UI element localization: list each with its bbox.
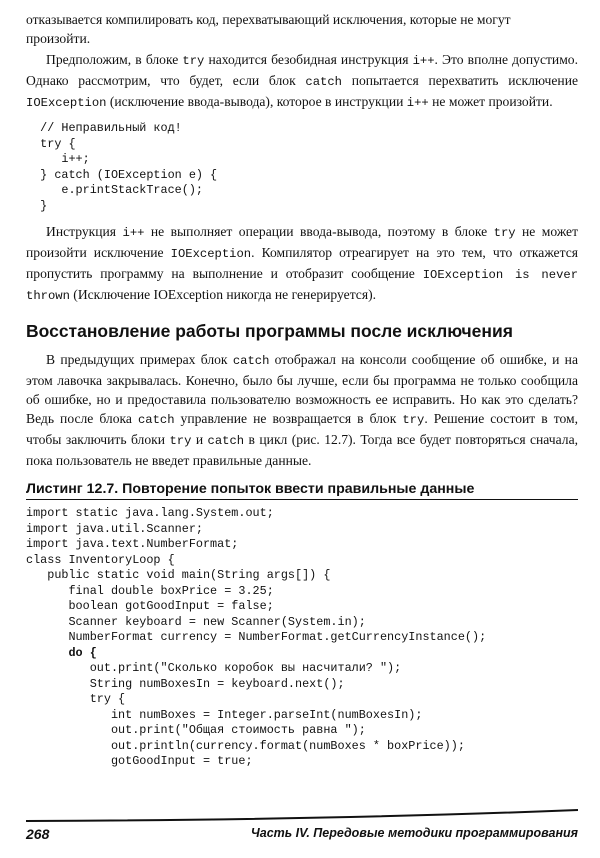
- inline-code: IOException: [170, 247, 252, 261]
- inline-code: catch: [137, 413, 175, 427]
- code-line: Scanner keyboard = new Scanner(System.in);: [26, 614, 366, 629]
- text: (Исключение IOException никогда не генерируется).: [69, 287, 377, 302]
- text: не может произойти.: [428, 94, 553, 109]
- text: Предположим, в блоке: [46, 52, 183, 67]
- paragraph-compiler-error: [26, 222, 578, 306]
- code-block-wrong: [26, 121, 578, 214]
- listing-title: Листинг 12.7. Повторение попыток ввести правильные данные: [26, 480, 578, 500]
- code-line: final double boxPrice = 3.25;: [26, 583, 274, 598]
- inline-code: IOException: [26, 96, 107, 110]
- code-line: out.print("Сколько коробок вы насчитали? ");: [26, 661, 402, 675]
- code-line: // Неправильный код!: [26, 121, 182, 135]
- text: не выполняет операции ввода-вывода, поэтому в блоке: [144, 224, 494, 239]
- text: в цикл (рис. 12.7). Тогда все будет повторяться сначала, пока пользователь не введет правильные данные.: [26, 432, 578, 468]
- inline-code: try: [402, 413, 425, 427]
- inline-code: try: [169, 434, 192, 448]
- inline-code: i++: [122, 226, 145, 240]
- inline-code: IOException is never thrown: [26, 268, 579, 303]
- code-line: e.printStackTrace();: [26, 183, 203, 197]
- text: . Это вполне допустимо. Однако рассмотрим, что будет, если блок: [26, 52, 578, 88]
- code-line: try {: [26, 692, 126, 706]
- inline-code: i++: [406, 96, 429, 110]
- footer-rule: [26, 808, 578, 824]
- text: . Решение состоит в том, чтобы заключить блоки: [26, 411, 578, 447]
- paragraph-continuation: [26, 10, 578, 48]
- text-line: отказывается компилировать код, перехватывающий исключения, которые не могут: [26, 12, 511, 27]
- code-line: out.print("Общая стоимость равна ");: [26, 723, 366, 737]
- code-line: String numBoxesIn = keyboard.next();: [26, 676, 345, 691]
- code-line: boolean gotGoodInput = false;: [26, 599, 274, 613]
- inline-code: try: [493, 226, 516, 240]
- code-line: }: [26, 198, 48, 213]
- inline-code: catch: [305, 75, 342, 89]
- paragraph-try-example: [26, 50, 578, 113]
- inline-code: try: [182, 54, 205, 68]
- text: В предыдущих примерах блок: [46, 352, 233, 367]
- code-line: import static java.lang.System.out;: [26, 506, 274, 520]
- code-line: do {: [26, 645, 97, 660]
- text: не может произойти исключение: [26, 224, 579, 260]
- text: попытается перехватить исключение: [341, 73, 578, 88]
- code-line: i++;: [26, 152, 90, 166]
- code-line: gotGoodInput = true;: [26, 754, 253, 768]
- text: управление не возвращается в блок: [174, 411, 403, 426]
- inline-code: i++: [412, 54, 435, 68]
- book-page: [26, 8, 578, 770]
- code-line: try {: [26, 136, 76, 151]
- code-line: } catch (IOException e) {: [26, 167, 218, 182]
- code-line: class InventoryLoop {: [26, 552, 175, 567]
- text: . Компилятор отреагирует на это тем, что откажется пропустить программу на выполнение и отобразит сообщение: [26, 245, 578, 281]
- page-footer: [26, 808, 578, 848]
- listing-code: [26, 506, 578, 770]
- code-line: out.println(currency.format(numBoxes * boxPrice));: [26, 738, 465, 753]
- paragraph-recovery: [26, 350, 578, 470]
- inline-code: catch: [232, 354, 270, 368]
- text: отображал на консоли сообщение об ошибке, и на этом лавочка закрывалась. Конечно, было бы лучше, если бы программа не только сообщила об ошибке, но и предоставила пользователю возможность ее исправить. Но как это сделать? Ведь после блока: [26, 352, 578, 426]
- section-heading: Восстановление работы программы после исключения: [26, 321, 513, 341]
- code-line: int numBoxes = Integer.parseInt(numBoxesIn);: [26, 707, 423, 722]
- inline-code: catch: [207, 434, 245, 448]
- text: Инструкция: [46, 224, 123, 239]
- code-line: NumberFormat currency = NumberFormat.getCurrencyInstance();: [26, 630, 487, 644]
- code-line: public static void main(String args[]) {: [26, 568, 331, 582]
- text: находится безобидная инструкция: [204, 52, 413, 67]
- code-line: import java.text.NumberFormat;: [26, 537, 239, 551]
- page-number: 268: [26, 826, 50, 842]
- chapter-title: Часть IV. Передовые методики программирования: [250, 826, 578, 840]
- text: и: [191, 432, 208, 447]
- text-line: произойти.: [26, 31, 91, 46]
- text: (исключение ввода-вывода), которое в инструкции: [106, 94, 407, 109]
- code-line: import java.util.Scanner;: [26, 521, 203, 536]
